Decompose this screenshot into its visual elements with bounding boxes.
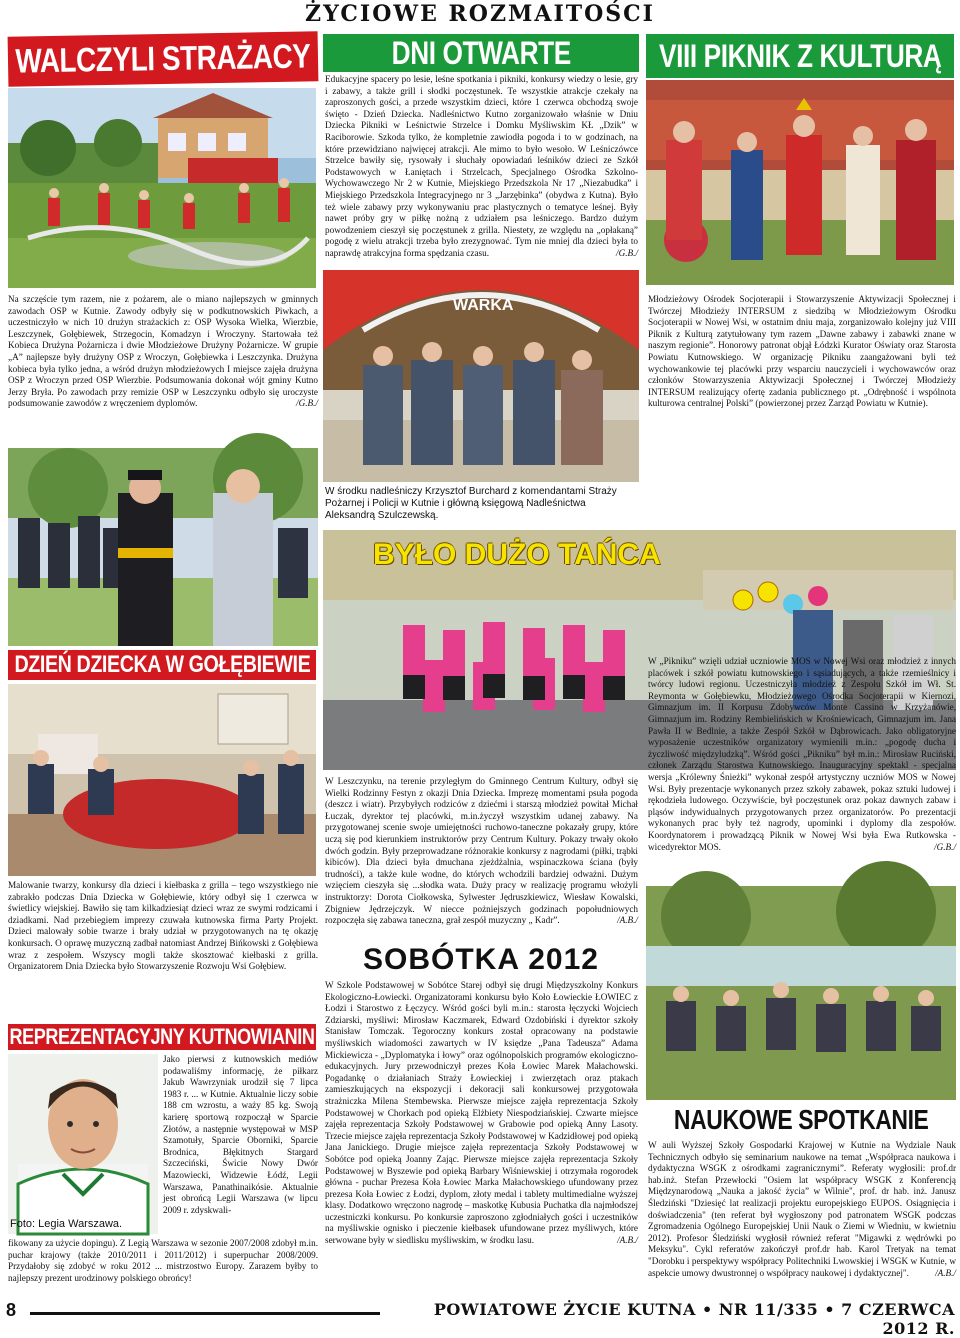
naukowe-body: W auli Wyższej Szkoły Gospodarki Krajowej w Kutnie na Wydziale Nauk Technicznych odbyło się seminarium naukowe na temat „Współpraca naukowa i dydaktyczna WSGK z ośrodkami zagranicznymi”. Referaty wygłosili: prof.dr hab.inż. Stefan Przewłocki "Osiem lat współpracy WSGK z Konferencją Międzynarodową „Nauka a jakość życia” w Wilnie", prof. dr hab. inż. Janusz Śledziński "Dziesięć lat realizacji projektu europejskiego EUPOS. Osiągnięcia i doświadczenia" (ten referat był wygłoszony pod patronatem WSGK podczas Zgromadzenia Ogólnego Europejskiej Unii Nauk o Ziemi w Wiedniu, w kwietniu 2012). Profesor Śledziński wygłosił również referat "Migawki z wędrówki po Meksyku". Cykl referatów zakończył prof.dr hab. Karol Tretyak na temat "Dorobku i perspektywy współpracy Politechniki Lwowskiej i WSGK w Kutnie, w aspekcie umowy dwustronnej o współpracy naukowej i dydaktycznej". /A.B./ <box>648 1140 956 1278</box>
dzien-title: DZIEŃ DZIECKA W GOŁĘBIEWIE <box>14 651 310 678</box>
dni-body: Edukacyjne spacery po lesie, leśne spotkania i pikniki, konkursy wiedzy o lesie, gry i zabawy, a także grill i słodki poczęstunek. Te wszystkie atrakcje czekały na zaproszonych gości, a przede wszystkim dzieci, które 1 czerwca obchodzą swoje święto - Dzień Dziecka. Nadleśnictwo Kutno zorganizowało właśnie w Dniu Dziecka Pikniki w Leśnictwie Strzelce i Domku Myśliwskim KŁ „Dzik” w Raciborowie. Szkoda tylko, że kompletnie zawiodła pogoda i to w godzinach, na które przewidziano najwięcej atrakcji. Ale mimo to było wesoło. W Leśniczówce Strzelce bawiły się, rysowały i słuchały opowiadań leśników dzieci ze Szkół Podstawowych w Łaniętach i Strzelcach, Specjalnego Ośrodka Szkolno-Wychowawczego Nr 2 w Kutnie, Miejskiego Przedszkola Nr 17 „Niezabudka” i Miejskiego Przedszkola Integracyjnego nr 3 „Jarzębinka” (obydwa z Kutna). Było też wiele zabawy przy wykonywaniu prac plastycznych o tematyce leśnej. Były nawet próby gry w piłkę nożną z udziałem psa leśniczego. Bardzo dużym powodzeniem cieszył się poczęstunek z grilla. Niestety, ze względu na „opłakaną” pogodę z wielu atrakcji trzeba było zrezygnować. Tym nie mniej dla dzieci była to naprawdę atrakcyjna forma spędzania czasu. /G.B./ <box>325 74 638 258</box>
piknik-title-banner <box>646 34 954 78</box>
dni-title-banner <box>323 34 639 72</box>
walczyli-body: Na szczęście tym razem, nie z pożarem, ale o miano najlepszych w gminnych zawodach OSP w Kutnie. Zawody odbyły się w podkutnowskich Piwkach, a uczestniczyło w nich 10 drużyn strażackich z: OSP Wysoka Wielka, Wierzbie, Leszczynek, Gołębiewek, Strzegocin, Komadzyn i Wroczyny. Startowała też Kobieca Drużyna Pożarnicza i dwie Młodzieżowe Drużyny Pożarnicze. W grupie „A” najlepsze były drużyny OSP z Wroczyn, Gołębiewka i Leszczynka. Drużyna kobieca była tylko jedna, a wśród drużyn młodzieżowych I miejsce zajęła drużyna OSP z Wroczyn przed OSP Wierzbie. Podsumowania dokonał wójt gminy Kutno Jerzy Bryła. Po zawodach przy remizie OSP w Leszczynku odbyło się uroczyste podsumowanie zawodów z wręczeniem dyplomów. /G.B./ <box>8 294 318 409</box>
billboard-text: WARKA <box>453 297 514 314</box>
dni-title: DNI OTWARTE <box>391 34 571 71</box>
sobotka-signature: /A.B./ <box>617 1235 638 1246</box>
photo-ceremony <box>8 448 318 646</box>
photo-firefighters <box>8 88 316 288</box>
sobotka-body: W Szkole Podstawowej w Sobótce Starej odbył się drugi Międzyszkolny Konkurs Ekologiczno-Łowiecki. Organizatorami konkursu było Koło Łowieckie ŁOWIEC z Łodzi i Starostwo z Łęczycy. Wśród gości byli m.in.: starosta łęczycki Wojciech Zdziarski, myśliwi: Mirosław Kaczmarek, Edward Ozdobiński i dyrektor szkoły Stanisław Tomczak. Tegoroczny konkurs został opracowany na podstawie myśliwskich wiadomości zawartych w IV księdze „Pana Tadeusza” Adama Mickiewicza - „Dyplomatyka i łowy” oraz ogólnopolskich programów ekologiczno-edukacyjnych. Jury przewodniczył prezes Koła Łowiec Marek Małachowski. Pogadankę o działaniach Straży Łowieckiej i zwierzętach oraz ptakach zamieszkujących na ekspozycji i dekoracji sali konkursowej przygotowała strażniczka Milena Stembewska. Pierwsze miejsce zajęła reprezentacja Szkoły Podstawowej w Chorkach pod opieką Elżbiety Niespodziańskiej. Czwarte miejsce zajęła reprezentacja Szkoły Podstawowej w Grabowie pod opieką Anny Lasoty. Trzecie miejsce zajęła reprezentacja Szkoły Podstawowej w Kadzidłowej pod opieką Jana Janickiego. Drugie miejsce zajęła reprezentacja Szkoły Podstawowej w Sobótce pod opieką Joanny Zając. Pierwsze miejsce zajęła reprezentacja Szkoły Podstawowej w Byszewie pod opieką Barbary Wiśniewskiej i otrzymała rogorodek główna - puchar Prezesa Koła Łowiec Marka Małachowskiego ufundowany przez prezesa Koła Łowiec z Łodzi, dyplom, złoty medal i tablety multimedialne wyższej klasy. Dodatkowo wręczono nagrodę – maskotkę Kubusia Puchatka dla najmłodszej uczestniczki konkursu. Po konkursie zaproszono zgłodniałych gości i uczestników na myśliwskie ognisko i pieczenie kiełbasek ufundowane przez myśliwych, które serwowane były w siedlisku myśliwskim, w środku lasu. /A.B./ <box>325 980 638 1246</box>
dni-photo-caption: W środku nadleśniczy Krzysztof Burchard z komendantami Straży Pożarnej i Policji w Kutnie i główną księgową Nadleśnictwa Aleksandrą Szulczewską. <box>325 486 617 521</box>
masthead: ŻYCIOWE ROZMAITOŚCI <box>305 1 655 27</box>
photo-childrens-day <box>8 684 316 876</box>
page-number: 8 <box>6 1300 17 1320</box>
leszczynek-body: W Leszczynku, na terenie przyległym do Gminnego Centrum Kultury, odbył się Wielki Rodzinny Festyn z okazji Dnia Dziecka. Imprezę momentami psuła pogoda (deszcz i wiatr). Przybyłych rodziców z dziećmi i starszą młodzież powitał Michał Łuczak, dyrektor tej placówki, m.in.życzył wszystkim udanej zabawy. Na przygotowanej scenie swoje umiejętności ruchowo-taneczne pokazały grupy, które uczą się pod kierunkiem instruktorów przy Centrum Kultury. Pokazy trwały około dwóch godzin. Były przeprowadzane różnorakie konkursy z nagrodami (piłki, trąbki kibiców). Dla dzieci była dmuchana zjeżdżalnia, wspinaczkowa ściana (były trudności), a także kule wodne, do których wchodzili bardziej odważni. Dużym wzięciem cieszyła się ...słodka wata. Duży pracy w realizację programu włożyli instruktorzy: Dorota Ciołkowska, Sylwester Jędruszkiewicz, Wiesław Kowalski, Zbigniew Jędrzejczyk. W niecce pożniejszych godzinach popołudniowych rozpoczęła się zabawa taneczna, grał zespół muzyczny „ Kadr”. /A.B./ <box>325 776 638 926</box>
dance-photo-title: BYŁO DUŻO TAŃCA <box>373 538 661 571</box>
walczyli-title: WALCZYLI STRAŻACY <box>15 36 311 81</box>
dzien-title-banner <box>8 650 316 680</box>
photo-forest-officials <box>323 270 639 482</box>
publication-footer: POWIATOWE ŻYCIE KUTNA • NR 11/335 • 7 CZERWCA 2012 R. <box>433 1300 955 1338</box>
photo-piknik-theatre <box>646 80 954 285</box>
footer-rule <box>30 1312 380 1315</box>
leszczynek-signature: /A.B./ <box>617 915 638 926</box>
piknik-body-2: W „Pikniku” wzięli udział uczniowie MOS w Nowej Wsi oraz młodzież z innych placówek i szkół powiatu kutnowskiego i sąsiadujących, a także rzemieślnicy i twórcy ludowi regionu. Uczestniczyła młodzież z Zespołu Szkół im Wł. St. Reymonta w Gołębiewku, Młodzieżowego Ośrodka Socjoterapii w Kiernozi, Gimnazjum im. II Korpusu Zdobywców Monte Cassino w Krzyżanówie, Gimnazjum im. Rodziny Rembielińskich w Krośniewicach, Gimnazjum im. Jana Pawła II w Bedlnie, a także Zespół Szkół w Dąbrowicach. Jako obligatoryjne wyposażenie uczestników organizatory wymienili m.in.: „pogodę ducha i życzliwość międzyludzką”. Wśród gości „Pikniku” był m.in.: Mirosław Ruciński, członek Zarządu Starostwa Kutnowskiego. Inauguracyjny spektakl - specjalna wersja „Królewny Śnieżki” wykonał zespół artystyczny uczniów MOS w Nowej Wsi. Były prezentacje wykonanych przez szkoły zabawek, pokaz sztuki ludowej i rękodzieła ludowego. Oczywiście, był poczęstunek oraz pokaz dawnych zabaw i pląsów indywidualnych przygotowanych przez organizatorów. Po prezentacji wykonanych prac były też nagrody, upominki i dyplomy dla zespołów. Koordynatorem i prowadzącą Piknik w Nowej Wsi była Ewa Rutkowska - wicedyrektor MOS. /G.B./ <box>648 656 956 852</box>
sobotka-title-banner <box>323 942 639 978</box>
walczyli-signature: /G.B./ <box>296 398 318 409</box>
piknik-signature: /G.B./ <box>934 841 956 852</box>
dni-signature: /G.B./ <box>616 247 638 258</box>
naukowe-signature: /A.B./ <box>935 1267 956 1278</box>
walczyli-title-banner <box>8 31 319 86</box>
reprezentacyjny-title: REPREZENTACYJNY KUTNOWIANIN <box>9 1024 315 1049</box>
piknik-body-1: Młodzieżowy Ośrodek Socjoterapii i Stowarzyszenie Aktywizacji Społecznej i Twórczej Młodzieży INTERSUM z siedzibą w Młodzieżowym Ośrodku Socjoterapii w Nowej Wsi, w ostatnim dniu maja, zorganizowało kolejny już VIII Piknik z Kulturą zatytułowany tym razem „Dawne zabawy i zabawki znane w naszym regionie”. Honorowy patronat objął Łódzki Kurator Oświaty oraz Starosta Powiatu Kutnowskiego. W organizację Pikniku zaangażowani byli też wychowankowie tej placówki przy wsparciu nauczycieli i wychowawców oraz członków Stowarzyszenia Aktywizacji Społecznej i Twórczej Młodzieży INTERSUM realizujący ofertę zadania publicznego pt. „Odrębność i wspólnota kulturowa centralnej Polski” (powierzonej przez Zarząd Powiatu w Kutnie). <box>648 294 956 409</box>
reprezentacyjny-title-banner <box>8 1024 316 1050</box>
photo-piknik-audience <box>646 886 956 1100</box>
sobotka-title: SOBÓTKA 2012 <box>363 943 599 976</box>
footballer-photo-caption: Foto: Legia Warszawa. <box>10 1218 123 1230</box>
photo-footballer <box>8 1054 158 1234</box>
dzien-body: Malowanie twarzy, konkursy dla dzieci i kiełbaska z grilla – tego wszystkiego nie zabrakło podczas Dnia Dziecka w Gołębiewie, który odbył się 1 czerwca w świetlicy wiejskiej. Bawiło się tam kilkadziesiąt dzieci wraz ze swymi rodzicami i dziadkami. Nad przebiegiem imprezy czuwała kutnowska firma Party Projekt. Dzieci malowały sobie twarze i brały udział w przygotowanych na tę okazję konkursach. O oprawę muzyczną zadbał natomiast Andrzej Bińkowski z Gołębiewa wraz z zespołem. Wszyscy mogli także skosztować kiełbaski z grilla. Organizatorem Dnia Dziecka było Stowarzyszenie Rozwoju Wsi Gołębiew. <box>8 880 318 972</box>
reprezentacyjny-body-bottom: fikowany za użycie dopingu). Z Legią Warszawa w sezonie 2007/2008 zdobył m.in. puchar krajowy (także 2010/2011 i 2011/2012) i superpuchar 2008/2009. Przydałoby się zdobyć w roku 2012 ... mistrzostwo Europy. Zarazem byłby to najlepszy prezent urodzinowy polskiego obrońcy! <box>8 1238 318 1283</box>
naukowe-title: NAUKOWE SPOTKANIE <box>673 1104 929 1135</box>
piknik-title: VIII PIKNIK Z KULTURĄ <box>658 37 942 74</box>
naukowe-title-banner <box>646 1102 956 1138</box>
reprezentacyjny-body-right: Jako pierwsi z kutnowskich mediów podawaliśmy informację, że piłkarz Jakub Wawrzyniak urodził się 7 lipca 1983 r. ... w Kutnie. Aktualnie liczy sobie 188 cm wzrostu, a waży 85 kg. Swoją karierę sportową rozpoczął w Sparcie Złotów, a następnie występował w MSP Szamotuły, Sparcie Oborniki, Sparcie Brodnica, Błękitnych Stargard Szczeciński, Świcie Nowy Dwór Mazowiecki, Widzewie Łódź, Legii Warszawa, Panathinaikósie. Aktualnie jest obrońcą Legii Warszawa (w lipcu 2009 r. zdyskwali- <box>163 1054 318 1215</box>
